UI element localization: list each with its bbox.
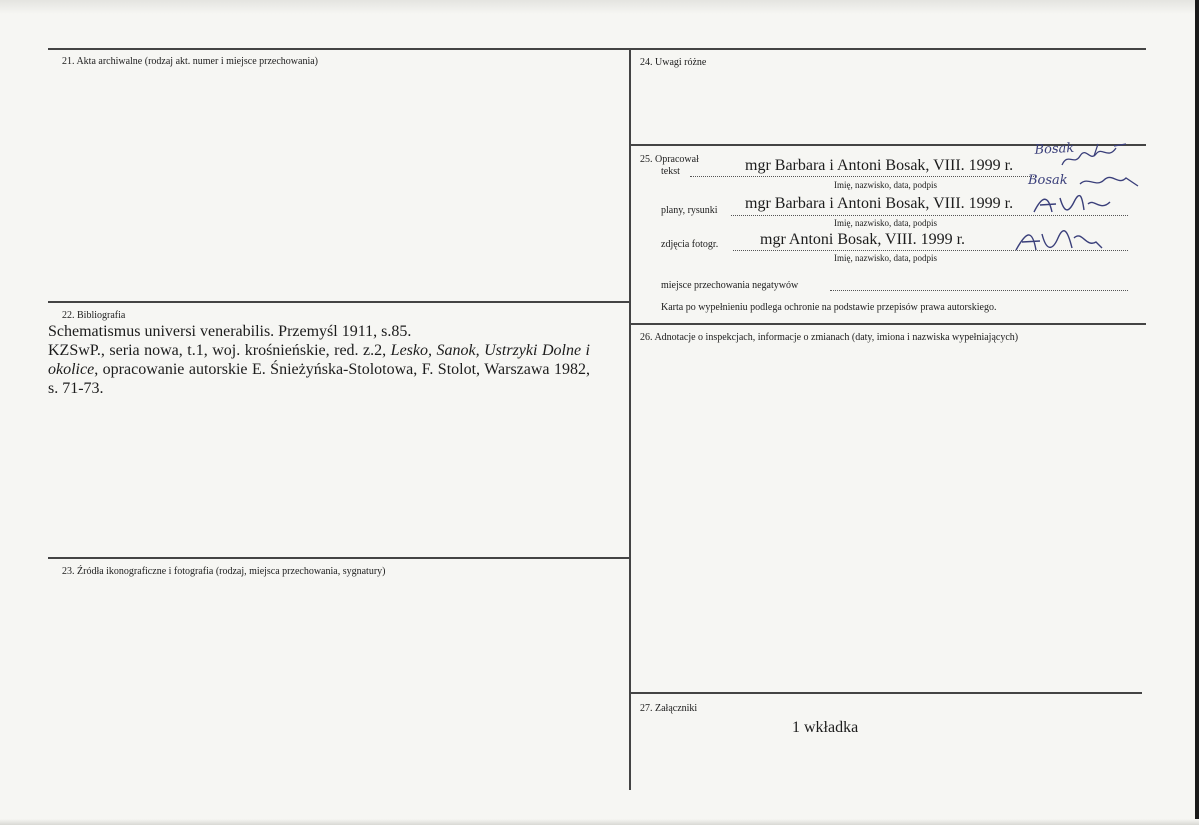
- zrodla-rule: [48, 557, 630, 559]
- top-rule: [48, 48, 1146, 50]
- bibliografia-entry-2: [48, 341, 590, 398]
- zalaczniki-label: 27. Załączniki: [640, 703, 698, 714]
- signature-tekst-upper: [1032, 140, 1128, 170]
- signature-zdjecia: [1012, 226, 1104, 256]
- signature-plany: [1030, 192, 1116, 218]
- scan-right-edge: [1195, 0, 1199, 825]
- adnotacje-rule: [630, 323, 1146, 325]
- bibliografia-entry-1: Schematismus universi venerabilis. Przemyśl 1911, s.85.: [48, 323, 412, 340]
- center-divider: [629, 48, 631, 790]
- bibliografia-entry-2-title: Lesko, Sanok, Ustrzyki Dolne i okolice: [48, 342, 590, 378]
- tekst-dotted-line: [690, 176, 1036, 177]
- bibliografia-entry-2-a: KZSwP., seria nowa, t.1, woj. krośnieńskie, red. z.2,: [48, 342, 391, 359]
- tekst-hint: Imię, nazwisko, data, podpis: [834, 180, 937, 190]
- plany-label: plany, rysunki: [661, 205, 718, 216]
- zdjecia-value: mgr Antoni Bosak, VIII. 1999 r.: [760, 231, 966, 248]
- signature-tekst-upper-text: Bosak: [1034, 140, 1075, 158]
- tekst-label: tekst: [661, 166, 680, 177]
- karta-note: Karta po wypełnieniu podlega ochronie na podstawie przepisów prawa autorskiego.: [661, 302, 997, 313]
- adnotacje-label: 26. Adnotacje o inspekcjach, informacje o zmianach (daty, imiona i nazwiska wypełniających): [640, 332, 1019, 343]
- uwagi-label: 24. Uwagi różne: [640, 57, 707, 68]
- zalaczniki-value: 1 wkładka: [792, 719, 859, 736]
- opracowal-label: 25. Opracował: [640, 154, 699, 165]
- bibliografia-content: [48, 322, 590, 398]
- bibliografia-rule: [48, 301, 630, 303]
- scan-top-edge: [0, 0, 1199, 14]
- tekst-value: mgr Barbara i Antoni Bosak, VIII. 1999 r.: [745, 157, 1014, 174]
- negatywy-label: miejsce przechowania negatywów: [661, 280, 799, 291]
- bibliografia-label: 22. Bibliografia: [62, 310, 126, 321]
- negatywy-dotted-line: [830, 290, 1128, 291]
- zdjecia-hint: Imię, nazwisko, data, podpis: [834, 253, 937, 263]
- zdjecia-label: zdjęcia fotogr.: [661, 239, 719, 250]
- scan-bottom-edge: [0, 819, 1199, 825]
- bibliografia-entry-2-b: , opracowanie autorskie E. Śnieżyńska-Stolotowa, F. Stolot, Warszawa 1982, s. 71-73.: [48, 361, 590, 397]
- plany-hint: Imię, nazwisko, data, podpis: [834, 218, 937, 228]
- zalaczniki-rule: [630, 692, 1142, 694]
- zrodla-label: 23. Źródła ikonograficzne i fotografia (rodzaj, miejsca przechowania, sygnatury): [62, 566, 386, 577]
- akta-label: 21. Akta archiwalne (rodzaj akt. numer i miejsce przechowania): [62, 56, 319, 67]
- signature-tekst-lower: [1026, 170, 1146, 192]
- plany-value: mgr Barbara i Antoni Bosak, VIII. 1999 r.: [745, 195, 1014, 212]
- signature-tekst-lower-text: Bosak: [1028, 173, 1068, 188]
